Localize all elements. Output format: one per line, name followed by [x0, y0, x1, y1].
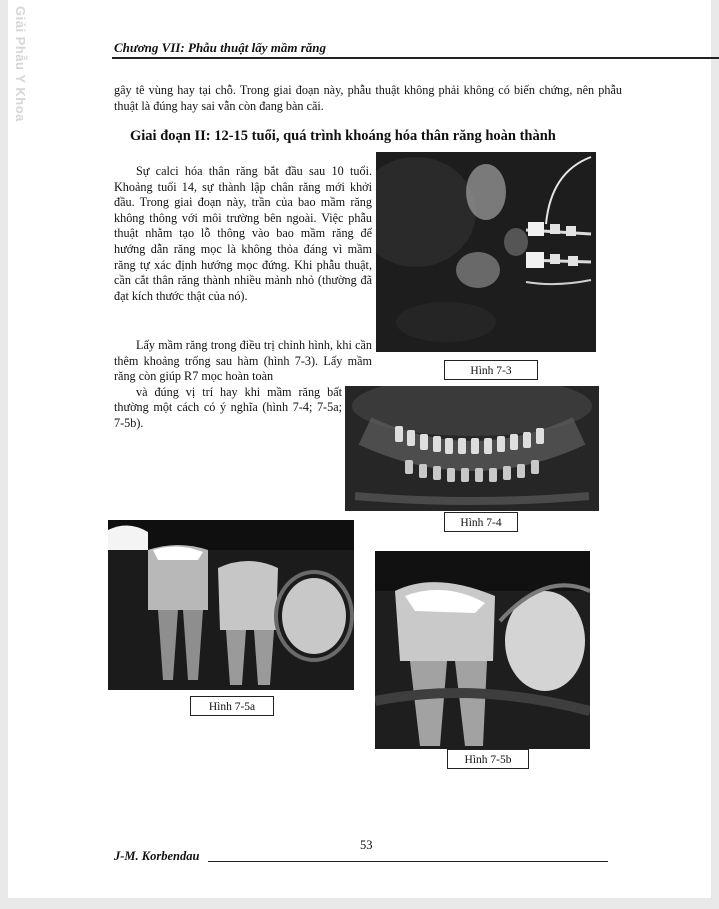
intro-paragraph: gây tê vùng hay tại chỗ. Trong giai đoạn này, phẫu thuật không phải không có biến chứng, nên phẫu thuật là đúng hay sai vẫn còn đang bàn cãi. — [114, 83, 622, 113]
document-page — [8, 0, 711, 898]
footer-author: J-M. Korbendau — [114, 849, 200, 863]
body-paragraph-1: Sự calci hóa thân răng bắt đầu sau 10 tuổi. Khoảng tuổi 14, sự thành lập chân răng mới khởi đầu. Trong giai đoạn này, trần của bao mầm răng không thông với môi trường bên ngoài. Việc phẫu thuật nhằm tạo lỗ thông vào bao mầm răng để hướng dẫn răng mọc là không thỏa đáng vì mầm răng tự xác định hướng mọc đứng. Khi phẫu thuật, cần cắt thân răng thành nhiều mảnh nhỏ (thường đã đạt kích thước thật của nó). — [114, 164, 372, 303]
body-paragraph-2-part2: và đúng vị trí hay khi mầm răng bất thường một cách có ý nghĩa (hình 7-4; 7-5a; 7-5b). — [114, 384, 342, 430]
figure-7-5b-xray — [375, 551, 590, 749]
figure-7-4-caption: Hình 7-4 — [444, 512, 518, 532]
figure-7-4-xray — [345, 386, 599, 511]
watermark — [10, 6, 28, 122]
figure-7-5a-caption: Hình 7-5a — [190, 696, 274, 716]
figure-7-3-xray — [376, 152, 596, 352]
figure-7-5b-caption: Hình 7-5b — [447, 749, 529, 769]
watermark-text: Giải Phẫu Y Khoa — [13, 6, 28, 122]
body-paragraph-2-part1: Lấy mầm răng trong điều trị chỉnh hình, khi cần thêm khoảng trống sau hàm (hình 7-3). Lấy mầm răng còn giúp R7 mọc hoàn toàn — [114, 338, 372, 384]
header-rule — [112, 57, 719, 59]
figure-7-5a-xray — [108, 520, 354, 690]
chapter-header: Chương VII: Phẫu thuật lấy mầm răng — [114, 40, 326, 55]
page-number: 53 — [360, 838, 373, 852]
footer-rule — [208, 861, 608, 862]
body-paragraph-2 — [114, 338, 372, 432]
section-heading: Giai đoạn II: 12-15 tuổi, quá trình khoáng hóa thân răng hoàn thành — [130, 128, 556, 144]
figure-7-3-caption: Hình 7-3 — [444, 360, 538, 380]
